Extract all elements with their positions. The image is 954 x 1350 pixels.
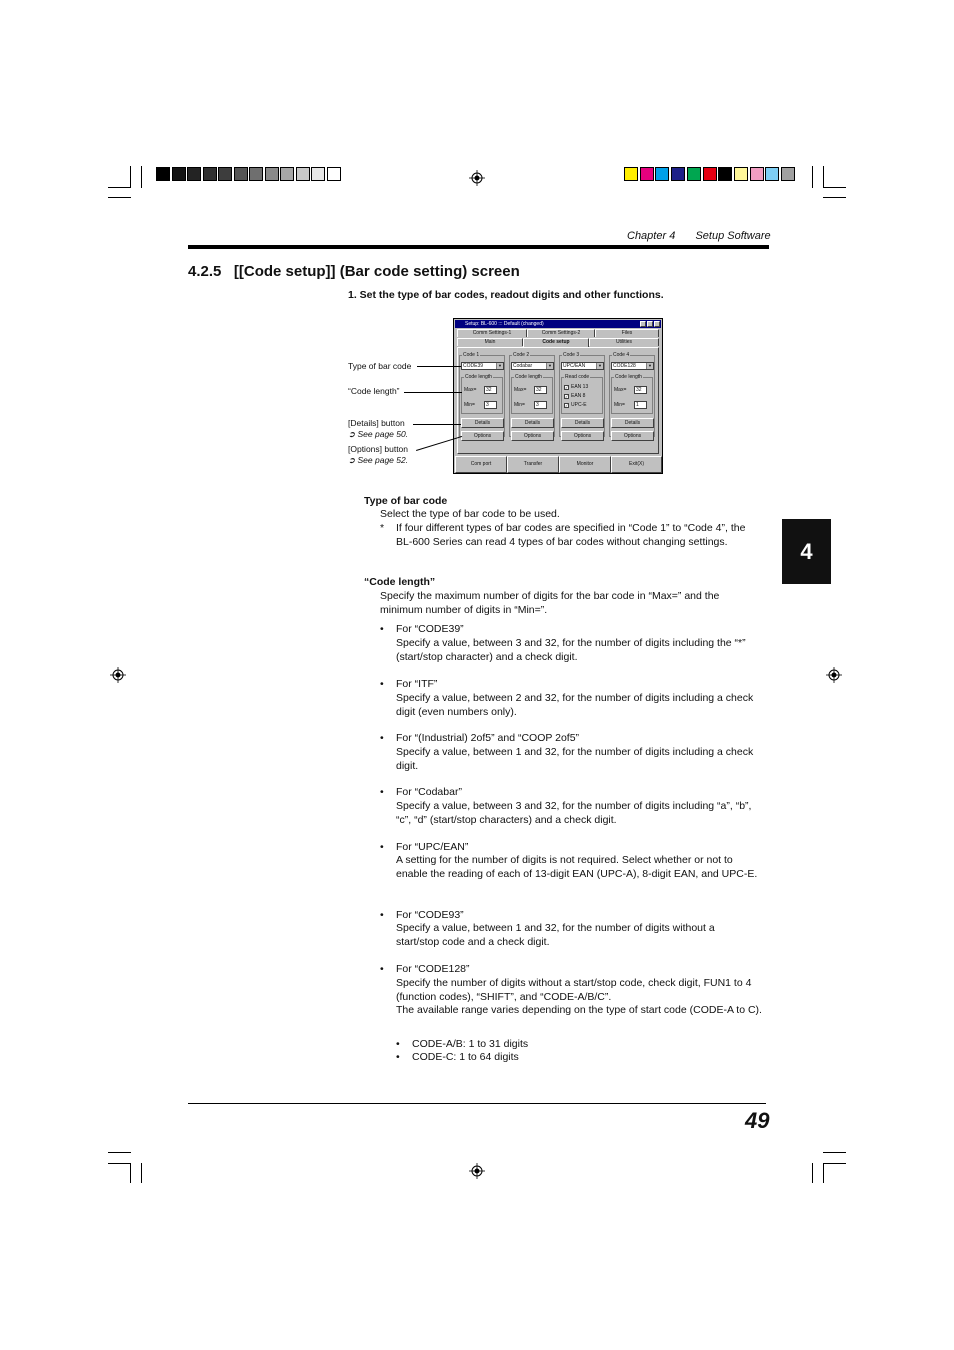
color-swatch [734,167,748,181]
chevron-down-icon: ▼ [496,363,503,369]
arrow-icon: ➲ [348,429,356,439]
color-swatch [718,167,732,181]
chevron-down-icon: ▼ [646,363,653,369]
checkbox-ean8[interactable]: ✓ [565,394,569,399]
gray-swatch [280,167,294,181]
group-label: Code 3 [563,352,580,358]
color-swatch [640,167,654,181]
close-icon[interactable] [654,321,660,327]
code-2-type-select[interactable]: Codabar ▼ [511,362,554,370]
registration-mark-icon [469,170,485,186]
annotation-options-button: [Options] button [348,444,409,454]
code-length-box: Code length Max= 32 Min= 3 [511,377,553,414]
monitor-button[interactable]: Monitor [559,456,611,473]
code-3-type-select[interactable]: UPC/EAN ▼ [561,362,604,370]
tab-code-setup[interactable]: Code setup [523,338,589,347]
max-input[interactable]: 32 [634,386,647,394]
header-section: Setup Software [695,230,771,242]
note-asterisk: * [380,522,385,534]
page-number: 49 [745,1108,770,1133]
registration-mark-icon [110,667,126,683]
window-titlebar [455,320,661,328]
registration-mark-icon [826,667,842,683]
tab-files[interactable]: Files [595,329,659,337]
bullet-text: Specify a value, between 2 and 32, for the number of digits including a check digit (even numbers only). [396,692,754,718]
tab-main[interactable]: Main [457,338,523,346]
registration-mark-icon [469,1163,485,1179]
bullet-dot: • [396,1051,400,1063]
bullet-head: For “CODE93” [396,909,464,921]
color-swatch [655,167,669,181]
gray-swatch [249,167,263,181]
bullet-head: For “ITF” [396,678,438,690]
options-button[interactable]: Options [511,431,554,441]
details-button[interactable]: Details [461,418,504,428]
gray-swatch [265,167,279,181]
transfer-button[interactable]: Transfer [507,456,559,473]
gray-swatch [203,167,217,181]
bullet-dot: • [380,963,384,975]
gray-swatch [327,167,341,181]
exit-button[interactable]: Exit(X) [611,456,662,473]
section-number: 4.2.5 [188,263,222,280]
options-button[interactable]: Options [611,431,654,441]
bullet-dot: • [380,909,384,921]
chevron-down-icon: ▼ [596,363,603,369]
chevron-down-icon: ▼ [546,363,553,369]
color-swatch [750,167,764,181]
chapter-thumb-tab: 4 [782,519,831,584]
window-title: Setup: BL-600 ::: Default (changed) [465,321,544,327]
sub-bullet: CODE-C: 1 to 64 digits [412,1051,519,1063]
section-title: [[Code setup]] (Bar code setting) screen [233,263,520,280]
type-text: Select the type of bar code to be used. [380,508,560,520]
gray-swatch [187,167,201,181]
checkbox-upce[interactable]: ✓ [565,403,569,408]
bullet-dot: • [380,841,384,853]
minimize-icon[interactable] [640,321,646,327]
code-2-group [509,352,555,439]
tab-comm-settings-2[interactable]: Comm Settings-2 [527,329,595,337]
arrow-icon: ➲ [348,455,356,465]
group-label: Code 4 [613,352,630,358]
min-input[interactable]: 1 [634,401,647,409]
code-4-type-select[interactable]: CODE128 ▼ [611,362,654,370]
bullet-dot: • [396,1038,400,1050]
bullet-head: For “CODE39” [396,623,464,635]
details-button[interactable]: Details [561,418,604,428]
bullet-text: A setting for the number of digits is not required. Select whether or not to enable the reading of each of 13-digit EAN (UPC-A), 8-digit EAN, and UPC-E. [396,854,758,880]
checkbox-ean13[interactable]: ✓ [565,385,569,390]
type-heading: Type of bar code [364,495,448,507]
code-length-box: Code length Max= 32 Min= 1 [611,377,653,414]
tab-comm-settings-1[interactable]: Comm Settings-1 [457,329,527,337]
annotation-options-ref: ➲ See page 52. [348,455,409,465]
color-swatch [703,167,717,181]
read-code-box: Read code ✓ EAN 13 ✓ EAN 8 ✓ UPC-E [561,377,603,414]
annotation-details-ref: ➲ See page 50. [348,429,409,439]
annotation-details-button: [Details] button [348,418,405,428]
bullet-text: Specify a value, between 1 and 32, for the number of digits without a start/stop code and a check digit. [396,922,715,948]
bullet-dot: • [380,786,384,798]
leader-line [413,424,461,425]
color-swatch [781,167,795,181]
setup-window-screenshot [453,318,663,474]
bullet-text: Specify a value, between 1 and 32, for the number of digits including a check digit. [396,746,754,772]
step-1: 1. Set the type of bar codes, readout digits and other functions. [348,289,664,301]
type-note: If four different types of bar codes are specified in “Code 1” to “Code 4”, the BL-600 Series can read 4 types of bar codes without changing settings. [396,522,746,548]
min-input[interactable]: 3 [484,401,497,409]
details-button[interactable]: Details [511,418,554,428]
color-swatch [624,167,638,181]
sub-bullet: CODE-A/B: 1 to 31 digits [412,1038,529,1050]
gray-swatch [234,167,248,181]
gray-swatch [172,167,186,181]
gray-swatch [156,167,170,181]
bullet-text: Specify a value, between 3 and 32, for the number of digits including “a”, “b”, “c”, “d” (start/stop characters) and a check digit. [396,800,752,826]
tab-utilities[interactable]: Utilities [589,338,659,346]
code-1-group [459,352,505,439]
annotation-type-of-bar-code: Type of bar code [348,361,412,371]
group-label: Code 1 [463,352,480,358]
color-swatch [671,167,685,181]
footer-rule [188,1103,766,1104]
bullet-text: Specify the number of digits without a start/stop code, check digit, FUN1 to 4 (function codes), “SHIFT”, and “CODE-A/B/C”. [396,977,752,1003]
bullet-head: For “(Industrial) 2of5” and “COOP 2of5” [396,732,580,744]
color-swatch [765,167,779,181]
bullet-dot: • [380,623,384,635]
group-label: Code 2 [513,352,530,358]
annotation-code-length: “Code length” [348,386,400,396]
running-header [627,230,771,242]
length-text: Specify the maximum number of digits for the bar code in “Max=” and the minimum number of digits in “Min=”. [380,590,720,616]
section-heading [188,263,520,280]
min-input[interactable]: 3 [534,401,547,409]
code-1-type-select[interactable]: CODE39 ▼ [461,362,504,370]
options-button[interactable]: Options [561,431,604,441]
gray-swatch [218,167,232,181]
bullet-dot: • [380,678,384,690]
code-3-group [559,352,605,439]
gray-swatch [296,167,310,181]
bullet-head: For “CODE128” [396,963,470,975]
header-chapter: Chapter 4 [627,230,676,242]
bullet-text: Specify a value, between 3 and 32, for the number of digits including the “*” (start/stop character) and a check digit. [396,637,746,663]
com-port-button[interactable]: Com port [455,456,507,473]
bullet-head: For “Codabar” [396,786,462,798]
leader-line [404,392,462,393]
gray-swatch [311,167,325,181]
bullet-dot: • [380,732,384,744]
code-4-group [609,352,655,439]
code-length-box: Code length Max= 32 Min= 3 [461,377,503,414]
length-heading: “Code length” [364,576,436,588]
bullet-text-2: The available range varies depending on the type of start code (CODE-A to C). [396,1004,762,1016]
max-input[interactable]: 32 [534,386,547,394]
max-input[interactable]: 32 [484,386,497,394]
bullet-head: For “UPC/EAN” [396,841,469,853]
leader-line [417,366,461,367]
color-swatch [687,167,701,181]
maximize-icon[interactable] [647,321,653,327]
details-button[interactable]: Details [611,418,654,428]
options-button[interactable]: Options [461,431,504,441]
header-rule [188,245,769,249]
